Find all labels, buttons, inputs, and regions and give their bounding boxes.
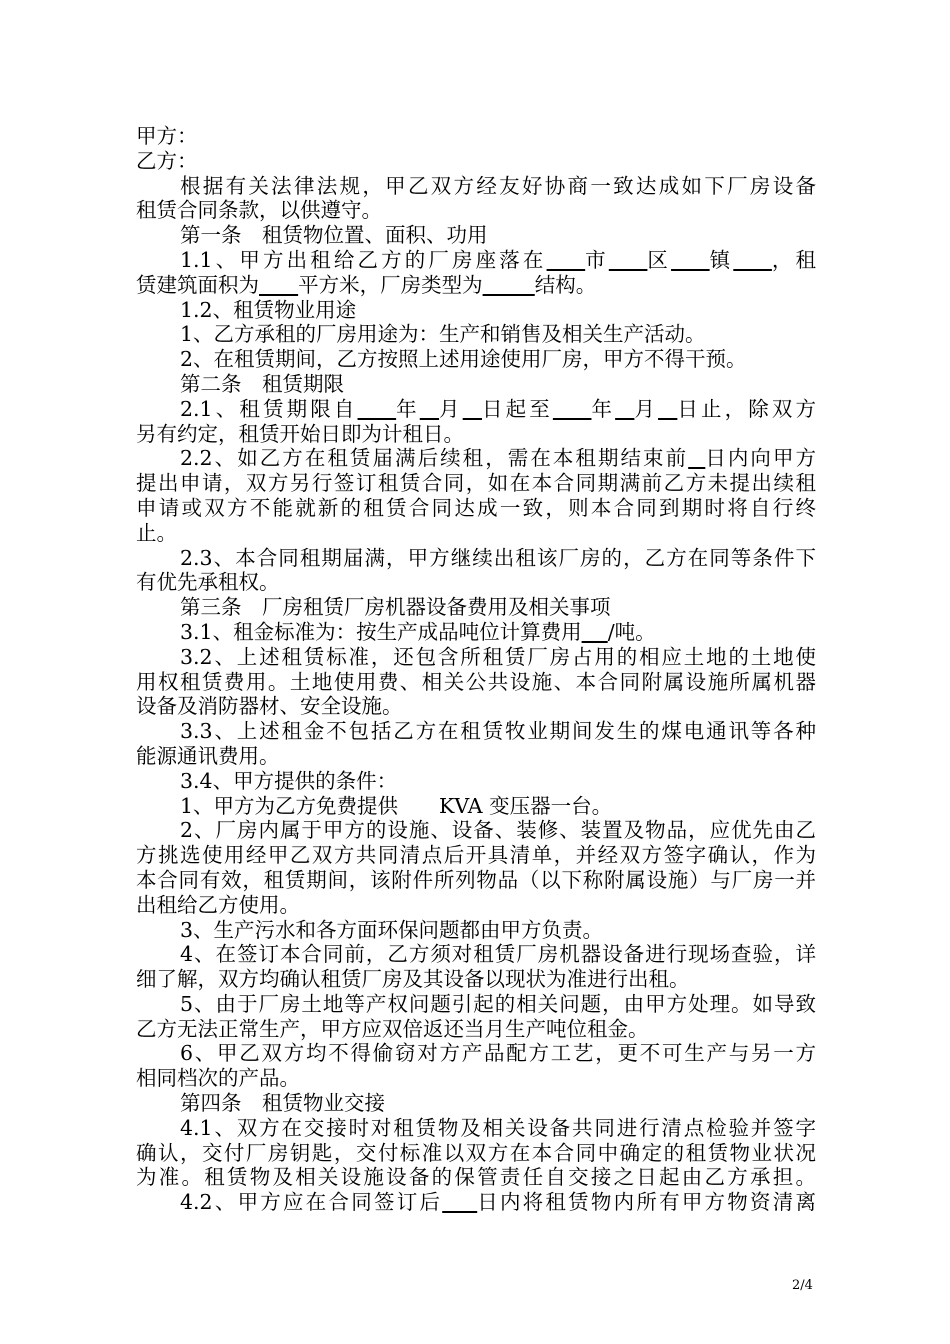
text-line: 6、甲乙双方均不得偷窃对方产品配方工艺，更不可生产与另一方: [180, 1041, 816, 1066]
fill-blank: [442, 1190, 477, 1214]
text-line: 租赁合同条款，以供遵守。: [136, 198, 382, 223]
fill-blank: [688, 446, 705, 470]
fill-blank: [553, 397, 592, 421]
text-line: 4.2、甲方应在合同签订后 日内将租赁物内所有甲方物资清离: [180, 1190, 816, 1215]
text-line: 设备及消防器材、安全设施。: [136, 694, 403, 719]
text-line: 3.3、上述租金不包括乙方在租赁牧业期间发生的煤电通讯等各种: [180, 719, 816, 744]
fill-blank: [733, 248, 772, 272]
text-line: 3.2、上述租赁标准，还包含所租赁厂房占用的相应土地的土地使: [180, 644, 816, 669]
fill-blank: [609, 248, 648, 272]
text-line: 1、乙方承租的厂房用途为：生产和销售及相关生产活动。: [180, 322, 706, 347]
fill-blank: [358, 397, 397, 421]
text-line: 申请或双方不能就新的租赁合同达成一致，则本合同到期时将自行终: [136, 495, 816, 520]
text-line: 有优先承租权。: [136, 570, 280, 595]
text-line: 2.1、租赁期限自 年 月 日起至 年 月 日止，除双方: [180, 396, 816, 421]
text-line: 2.2、如乙方在租赁届满后续租，需在本租期结束前 日内向甲方: [180, 446, 817, 471]
page-number: 2/4: [792, 1278, 813, 1293]
text-line: 1、甲方为乙方免费提供 KVA 变压器一台。: [180, 793, 613, 818]
fill-blank: [483, 273, 535, 297]
text-line: 另有约定，租赁开始日即为计租日。: [136, 421, 464, 446]
fill-blank: [420, 397, 439, 421]
text-line: 第四条 租赁物业交接: [180, 1091, 385, 1116]
text-line: 1.2、租赁物业用途: [180, 297, 357, 322]
fill-blank: [259, 273, 298, 297]
fill-blank: [463, 397, 482, 421]
text-line: 出租给乙方使用。: [136, 892, 300, 917]
text-line: 相同档次的产品。: [136, 1066, 300, 1091]
text-line: 4、在签订本合同前，乙方须对租赁厂房机器设备进行现场查验，详: [180, 942, 816, 967]
text-line: 3.1、租金标准为：按生产成品吨位计算费用 /吨。: [180, 619, 656, 644]
text-line: 赁建筑面积为 平方米，厂房类型为 结构。: [136, 272, 597, 297]
text-line: 甲方：: [136, 124, 198, 148]
text-line: 方挑选使用经甲乙双方共同清点后开具清单，并经双方签字确认，作为: [136, 843, 816, 868]
fill-blank: [547, 248, 586, 272]
text-line: 2、厂房内属于甲方的设施、设备、装修、装置及物品，应优先由乙: [180, 818, 816, 843]
fill-blank: [615, 397, 634, 421]
text-line: 2.3、本合同租期届满，甲方继续出租该厂房的，乙方在同等条件下: [180, 545, 816, 570]
fill-blank: [582, 620, 608, 644]
text-line: 本合同有效，租赁期间，该附件所列物品（以下称附属设施）与厂房一并: [136, 867, 816, 892]
text-line: 乙方：: [136, 148, 198, 173]
text-line: 3.4、甲方提供的条件：: [180, 768, 398, 793]
text-line: 第一条 租赁物位置、面积、功用: [180, 223, 488, 248]
fill-blank: [658, 397, 677, 421]
text-line: 2、在租赁期间，乙方按照上述用途使用厂房，甲方不得干预。: [180, 347, 747, 372]
text-line: 用权租赁费用。土地使用费、相关公共设施、本合同附属设施所属机器: [136, 669, 816, 694]
text-line: 第二条 租赁期限: [180, 371, 344, 396]
text-line: 5、由于厂房土地等产权问题引起的相关问题，由甲方处理。如导致: [180, 991, 816, 1016]
text-line: 根据有关法律法规，甲乙双方经友好协商一致达成如下厂房设备: [180, 173, 816, 198]
text-line: 4.1、双方在交接时对租赁物及相关设备共同进行清点检验并签字: [180, 1115, 816, 1140]
text-line: 第三条 厂房租赁厂房机器设备费用及相关事项: [180, 595, 611, 620]
text-line: 确认，交付厂房钥匙，交付标准以双方在本合同中确定的租赁物业状况: [136, 1140, 816, 1165]
text-line: 止。: [136, 520, 177, 545]
text-line: 为准。租赁物及相关设施设备的保管责任自交接之日起由乙方承担。: [136, 1165, 816, 1190]
text-line: 细了解，双方均确认租赁厂房及其设备以现状为准进行出租。: [136, 967, 690, 992]
text-line: 1.1、甲方出租给乙方的厂房座落在 市 区 镇 ，租: [180, 247, 817, 272]
text-line: 提出申请，双方另行签订租赁合同，如在本合同期满前乙方未提出续租: [136, 471, 816, 496]
text-line: 乙方无法正常生产，甲方应双倍返还当月生产吨位租金。: [136, 1016, 649, 1041]
text-line: 能源通讯费用。: [136, 743, 280, 768]
fill-blank: [671, 248, 710, 272]
document-body: [136, 124, 816, 1215]
text-line: 3、生产污水和各方面环保问题都由甲方负责。: [180, 917, 604, 942]
